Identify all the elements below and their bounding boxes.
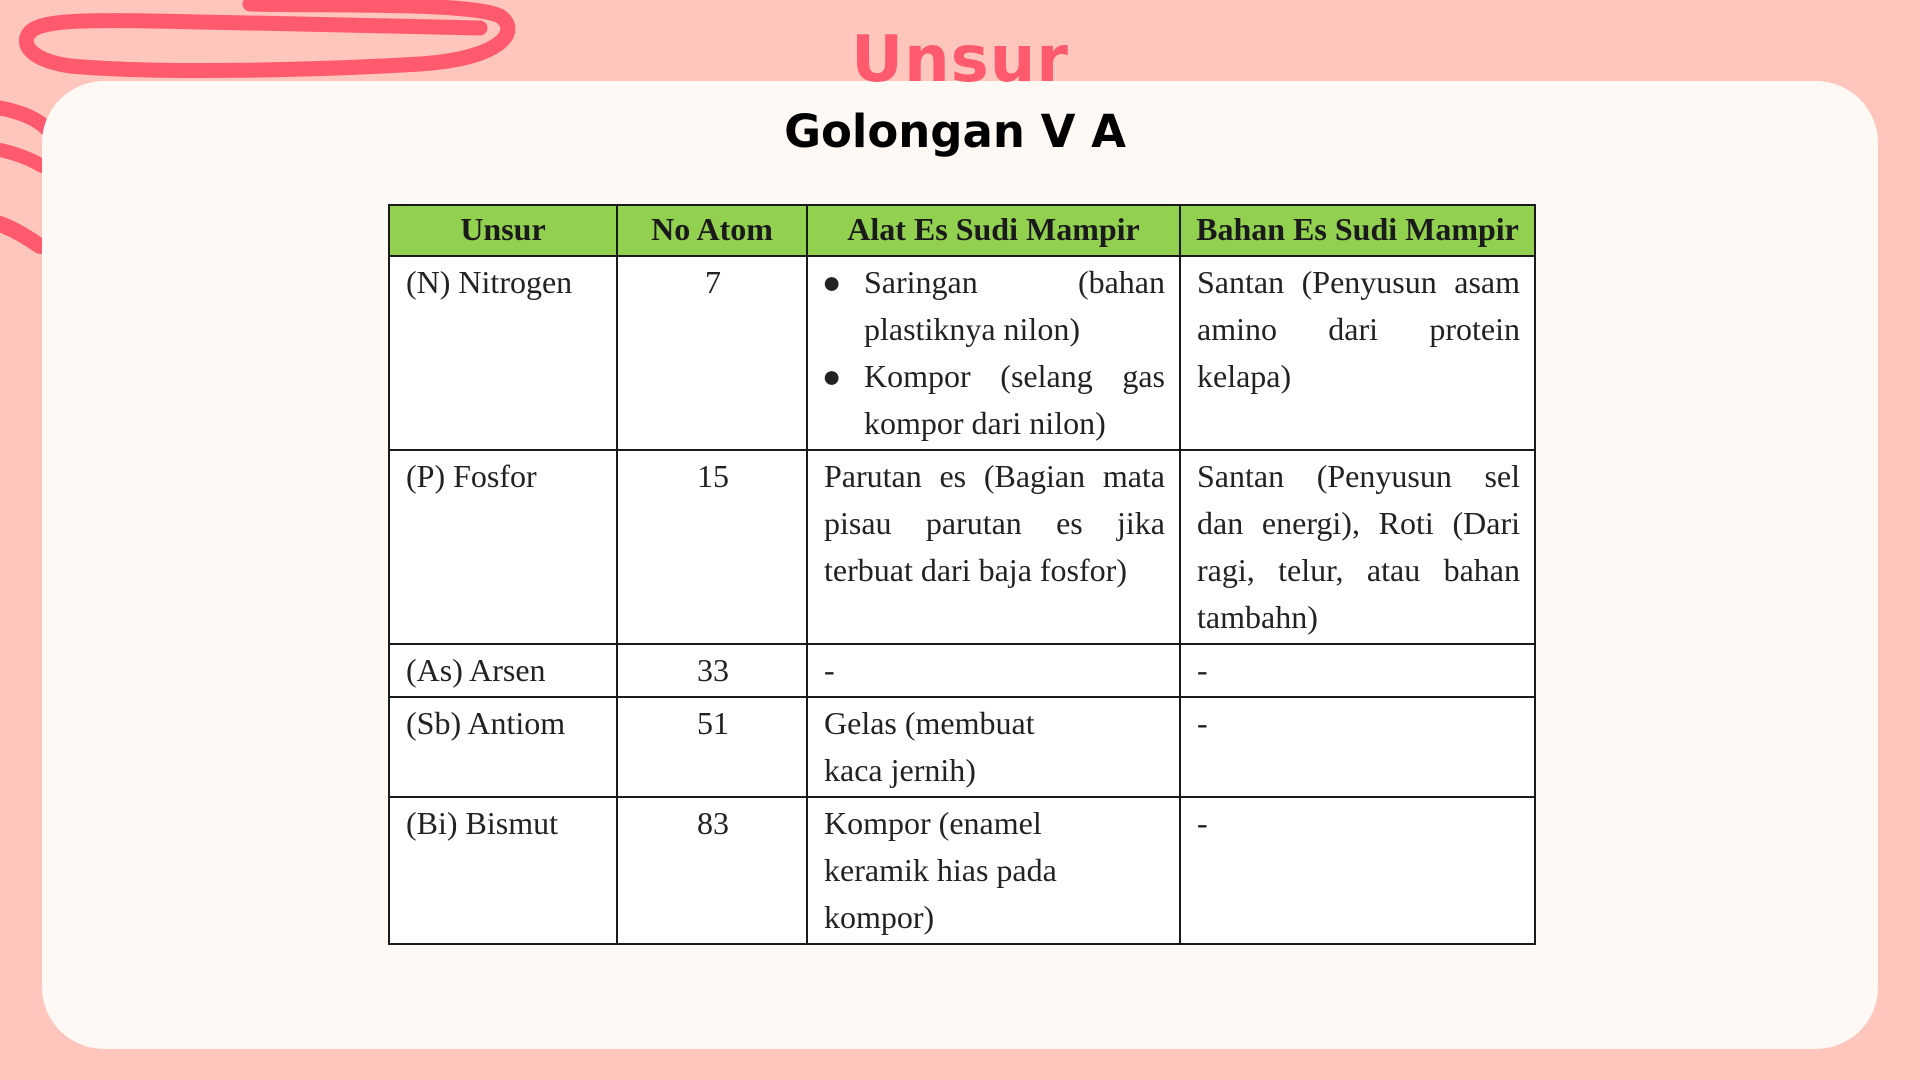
cell-unsur: (P) Fosfor [389, 450, 617, 644]
cell-no-atom: 33 [617, 644, 807, 697]
cell-bahan: - [1180, 697, 1535, 797]
page-title: Unsur [851, 23, 1069, 97]
list-item-text: Saringan (bahan plastiknya nilon) [864, 264, 1165, 347]
table-row [389, 697, 1535, 797]
cell-unsur: (N) Nitrogen [389, 256, 617, 450]
cell-alat: Kompor (enamel keramik hias pada kompor) [807, 797, 1180, 944]
cell-bahan: - [1180, 797, 1535, 944]
table-row [389, 797, 1535, 944]
header-bahan: Bahan Es Sudi Mampir [1180, 205, 1535, 256]
list-item-text: Kompor (selang gas kompor dari nilon) [864, 358, 1165, 441]
table-row [389, 256, 1535, 450]
alat-list [814, 259, 1165, 447]
cell-no-atom: 7 [617, 256, 807, 450]
list-item [822, 353, 1165, 447]
cell-no-atom: 15 [617, 450, 807, 644]
cell-alat: - [807, 644, 1180, 697]
page-subtitle: Golongan V A [784, 105, 1126, 158]
cell-bahan: - [1180, 644, 1535, 697]
bullet-icon: ● [822, 264, 842, 300]
table-row [389, 450, 1535, 644]
header-no-atom: No Atom [617, 205, 807, 256]
cell-alat: Gelas (membuat kaca jernih) [807, 697, 1180, 797]
cell-bahan: Santan (Penyusun sel dan energi), Roti (Dari ragi, telur, atau bahan tambahn) [1180, 450, 1535, 644]
header-alat: Alat Es Sudi Mampir [807, 205, 1180, 256]
list-item [822, 259, 1165, 353]
cell-unsur: (Sb) Antiom [389, 697, 617, 797]
table-row [389, 644, 1535, 697]
bullet-icon: ● [822, 358, 842, 394]
header-unsur: Unsur [389, 205, 617, 256]
cell-unsur: (Bi) Bismut [389, 797, 617, 944]
cell-alat [807, 256, 1180, 450]
table-header-row [389, 205, 1535, 256]
cell-no-atom: 51 [617, 697, 807, 797]
element-table [388, 204, 1536, 945]
cell-unsur: (As) Arsen [389, 644, 617, 697]
cell-alat: Parutan es (Bagian mata pisau parutan es jika terbuat dari baja fosfor) [807, 450, 1180, 644]
cell-bahan: Santan (Penyusun asam amino dari protein kelapa) [1180, 256, 1535, 450]
cell-no-atom: 83 [617, 797, 807, 944]
